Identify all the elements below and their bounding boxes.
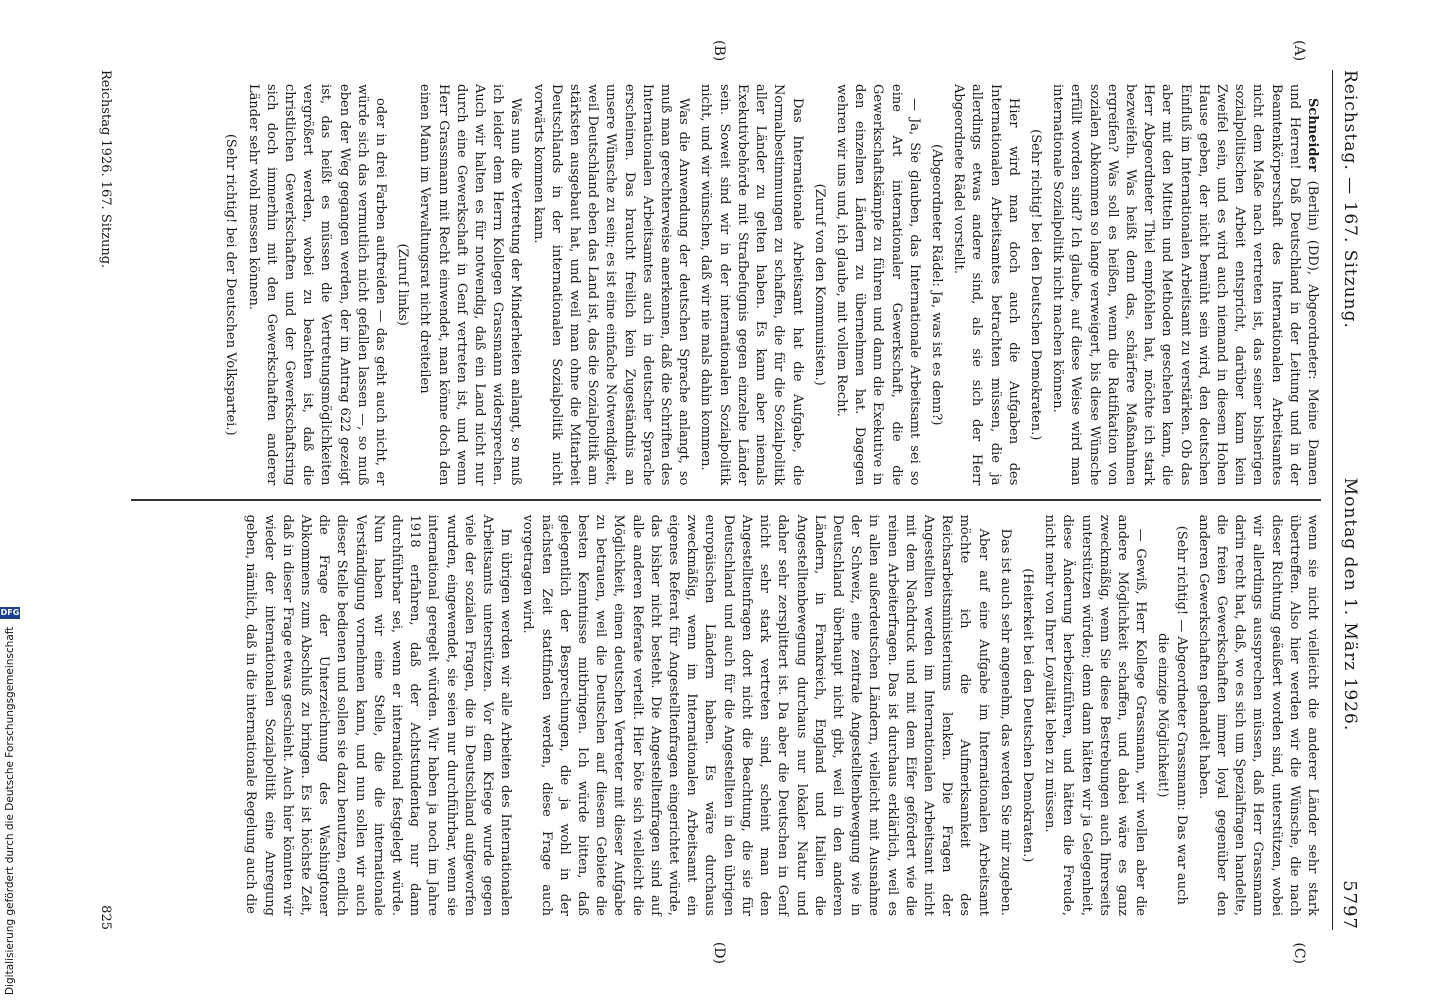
paragraph: Aber auf eine Aufgabe im Internationalen Arbeitsamt möchte ich die Aufmerksamkeit des Reichsarbeitsministeriums lenken. Die Fragen der Angestellten werden im Internationalen Arbeitsamt nicht mit dem Nachdruck und mit dem Eifer gefördert wie die reinen Arbeiterfragen. Das ist durchaus erklärlich, weil es in allen außerdeutschen Ländern, vielleicht mit Ausnahme der Schweiz, eine zentrale Angestelltenbewegung wie in Deutschland überhaupt nicht gibt, weil in den anderen Ländern, in Frankreich, England und Italien die Angestelltenbewegung durchaus nur lokaler Natur und daher sehr zersplittert ist. Da aber die Deutschen in Genf nicht sehr stark vertreten sind, scheint man den Angestelltenfragen dort nicht die Beachtung, die sie für Deutschland und auch für die Angestellten in den übrigen europäischen Ländern haben. Es wäre durchaus zweckmäßig, wenn im Internationalen Arbeitsamt ein eigenes Referat für Angestelltenfragen eingerichtet würde, das bisher nicht besteht. Die Angestelltenfragen sind auf alle anderen Referate verteilt. Hier böte sich vielleicht die Möglichkeit, einen deutschen Vertreter mit dieser Aufgabe zu betrauen, weil die Deutschen auf diesem Gebiete die besten Kenntnisse mitbringen. Ich würde bitten, daß gelegentlich der Besprechungen, die ja wohl in der nächsten Zeit stattfinden werden, diese Frage auch vorgetragen wird.: [520, 514, 991, 916]
left-column: [131, 70, 1321, 499]
paragraph: oder in drei Farben auftreiden — das geht auch nicht, er würde sich das vermutlich nicht gefallen lassen —, so muß eben der Weg gegangen werden, der im Antrag 622 gezeigt ist, das heißt es müssen die Vertretungsmöglichkeiten vergrößert werden, wobei zu beachten ist, daß die christlichen Gewerkschaften und der Gewerkschaftsring sich doch immerhin mit den Gewerkschaften anderer Länder sehr wohl messen können.: [245, 84, 389, 486]
header-center: Montag den 1. März 1926.: [1340, 477, 1360, 732]
interjection-note: (Abgeordneter Rädel: Ja, was ist es denn?): [928, 144, 944, 426]
sidebar-credit: [0, 603, 20, 995]
interjection-note: (Zuruf von den Kommunisten.): [811, 183, 827, 386]
dfg-logo-icon: DFG: [0, 607, 20, 617]
paragraph: Das ist auch sehr angenehm, das werden Sie mir zugeben.: [997, 528, 1013, 916]
applause-note: (Sehr richtig! bei der Deutschen Volkspartei.): [223, 133, 239, 436]
footer-left: Reichstag 1926. 167. Sitzung.: [98, 70, 114, 269]
paragraph-text: (Berlin) (DD), Abgeordneter: Meine Damen und Herren! Daß Deutschland in der Leitung und in der Beamtenkörperschaft des Internationalen Arbeitsamtes nicht dem Maße nach vertreten ist, das seiner bisherigen sozialpolitischen Arbeit entspricht, darüber kann kein Zweifel sein, und es wird auch niemand in diesem Hohen Hause geben, der nicht bemüht sein wird, den deutschen Einfluß im Internationalen Arbeitsamt zu verstärken. Ob das aber mit den Mitteln und Methoden geschehen kann, die Herr Abgeordneter Thiel empfohlen hat, möchte ich stark bezweifeln. Was heißt denn das, schärfere Maßnahmen ergreifen? Was soll es heißen, wenn die Ratifikation von sozialen Abkommen so lange verweigert, bis diese Wünsche erfüllt worden sind? Ich glaube, auf diese Weise wird man internationale Sozialpolitik nicht machen können.: [1050, 84, 1320, 486]
paragraph: [1048, 84, 1321, 485]
margin-letter-b: (B): [711, 40, 727, 62]
digitization-sidebar: [0, 0, 20, 1000]
margin-letter-c: (C): [1291, 942, 1307, 964]
applause-note: (Heiterkeit bei den Deutschen Demokraten.): [1019, 568, 1035, 863]
header-page-number: 5797: [1339, 880, 1361, 930]
text-columns: [131, 70, 1321, 930]
applause-note: (Sehr richtig! bei den Deutschen Demokraten.): [1027, 129, 1043, 441]
applause-note: (Sehr richtig! — Abgeordneter Grassmann: Das war auch die einzige Möglichkeit!): [1155, 525, 1189, 905]
paragraph: Hier wird man doch auch die Aufgaben des Internationalen Arbeitsamtes betrachten müssen, die ja allerdings etwas andere sind, als sie sich der Herr Abgeordnete Rädel vorstellt.: [951, 84, 1021, 486]
paragraph: Im übrigen werden wir alle Arbeiten des Internationalen Arbeitsamts unterstützen. Vor dem Kriege wurde gegen viele der sozialen Fragen, die in Deutschland aufgeworfen wurden, eingewendet, sie seien nur durchführbar, wenn sie international geregelt würden. Wir haben ja noch im Jahre 1918 erfahren, daß der Achtstundentag nur dann durchführbar sei, wenn er international festgelegt würde. Nun haben wir eine Stelle, die die internationale Verständigung vornehmen kann, und nun sollen wir auch dieser Stelle bedienen und sollen sie dazu benutzen, endlich die Frage der Unterzeichnung des Washingtoner Abkommens zum Abschluß zu bringen. Es ist höchste Zeit, daß in dieser Frage etwas geschieht. Auch hier könnten wir wieder der internationalen Sozialpolitik eine Anregung geben, nämlich, daß in die internationale Regelung auch die: [243, 514, 514, 916]
paragraph: — Ja, Sie glauben, das Internationale Arbeitsamt sei so eine Art internationaler Gewerkschaft, die die Gewerkschaftskämpfe zu führen und dann die Exekutive in den einzelnen Ländern zu übernehmen hat. Dagegen wehren wir uns und, ich glaube, mit vollem Recht.: [833, 84, 922, 486]
interjection-note: (Zuruf links): [395, 243, 411, 326]
sidebar-credit-text: Digitalisierung gefördert durch die Deutsche Forschungsgemeinschaft: [4, 626, 16, 995]
page-header: [1332, 70, 1367, 930]
page-footer: [95, 70, 117, 930]
right-column: [131, 501, 1321, 930]
speaker-name: Schneider: [1305, 98, 1320, 172]
paragraph: Was nun die Vertretung der Minderheiten anlangt, so muß ich leider dem Herrn Kollegen Grassmann widersprechen. Auch wir halten es für notwendig, daß ein Land nicht nur durch eine Gewerkschaft in Genf vertreten ist, und wenn Herr Grassmann mit Recht einwendet, man könne doch den einen Mann im Verwaltungsrat nicht dreiteilen: [417, 84, 524, 486]
margin-letter-d: (D): [711, 941, 727, 964]
rotated-document-page: [67, 40, 1367, 964]
margin-letter-a: (A): [1291, 40, 1307, 62]
paragraph: Das Internationale Arbeitsamt hat die Aufgabe, die Normalbestimmungen zu schaffen, die für die Sozialpolitik aller Länder zu gelten haben. Es kann aber niemals Exekutivbehörde mit Strafbefugnis gegen einzelne Länder sein. Soweit sind wir in der internationalen Sozialpolitik nicht, und wir wünschen, daß wir nie mals dahin kommen.: [698, 84, 805, 486]
header-left: Reichstag. — 167. Sitzung.: [1340, 70, 1360, 329]
paragraph: — Gewiß, Herr Kollege Grassmann, wir wollen aber die andere Möglichkeit schaffen, und dabei wäre es ganz zweckmäßig, wenn Sie diese Bestrebungen auch Ihrerseits unterstützen würden; denn dann hätten wir ja Gelegenheit, diese Änderung herbeizuführen, und hätten die Freude, nicht mehr von Ihrer Loyalität leben zu müssen.: [1042, 514, 1149, 916]
footer-page-number: 825: [98, 905, 114, 930]
paragraph: Was die Anwendung der deutschen Sprache anlangt, so muß man gerechterweise anerkennen, daß die Schriften des Internationalen Arbeitsamtes auch in deutscher Sprache erscheinen. Das braucht freilich kein Zugeständnis an unsere Wünsche zu sein; es ist eine einfache Notwendigkeit, weil Deutschland eben das Land ist, das die Sozialpolitik am stärksten ausgebaut hat, und weil man ohne die Mitarbeit Deutschlands in der internationalen Sozialpolitik nicht vorwärts kommen kann.: [530, 84, 692, 486]
paragraph: wenn sie nicht vielleicht die anderer Länder sehr stark übertreffen. Also hier werden wir die Wünsche, die nach dieser Richtung geäußert worden sind, unterstützen, wobei wir allerdings aussprechen müssen, daß Herr Grassmann darin recht hat, daß, wo es sich um Spezialfragen handelte, die freien Gewerkschaften immer loyal gegenüber den anderen Gewerkschaften gehandelt haben.: [1195, 514, 1320, 916]
